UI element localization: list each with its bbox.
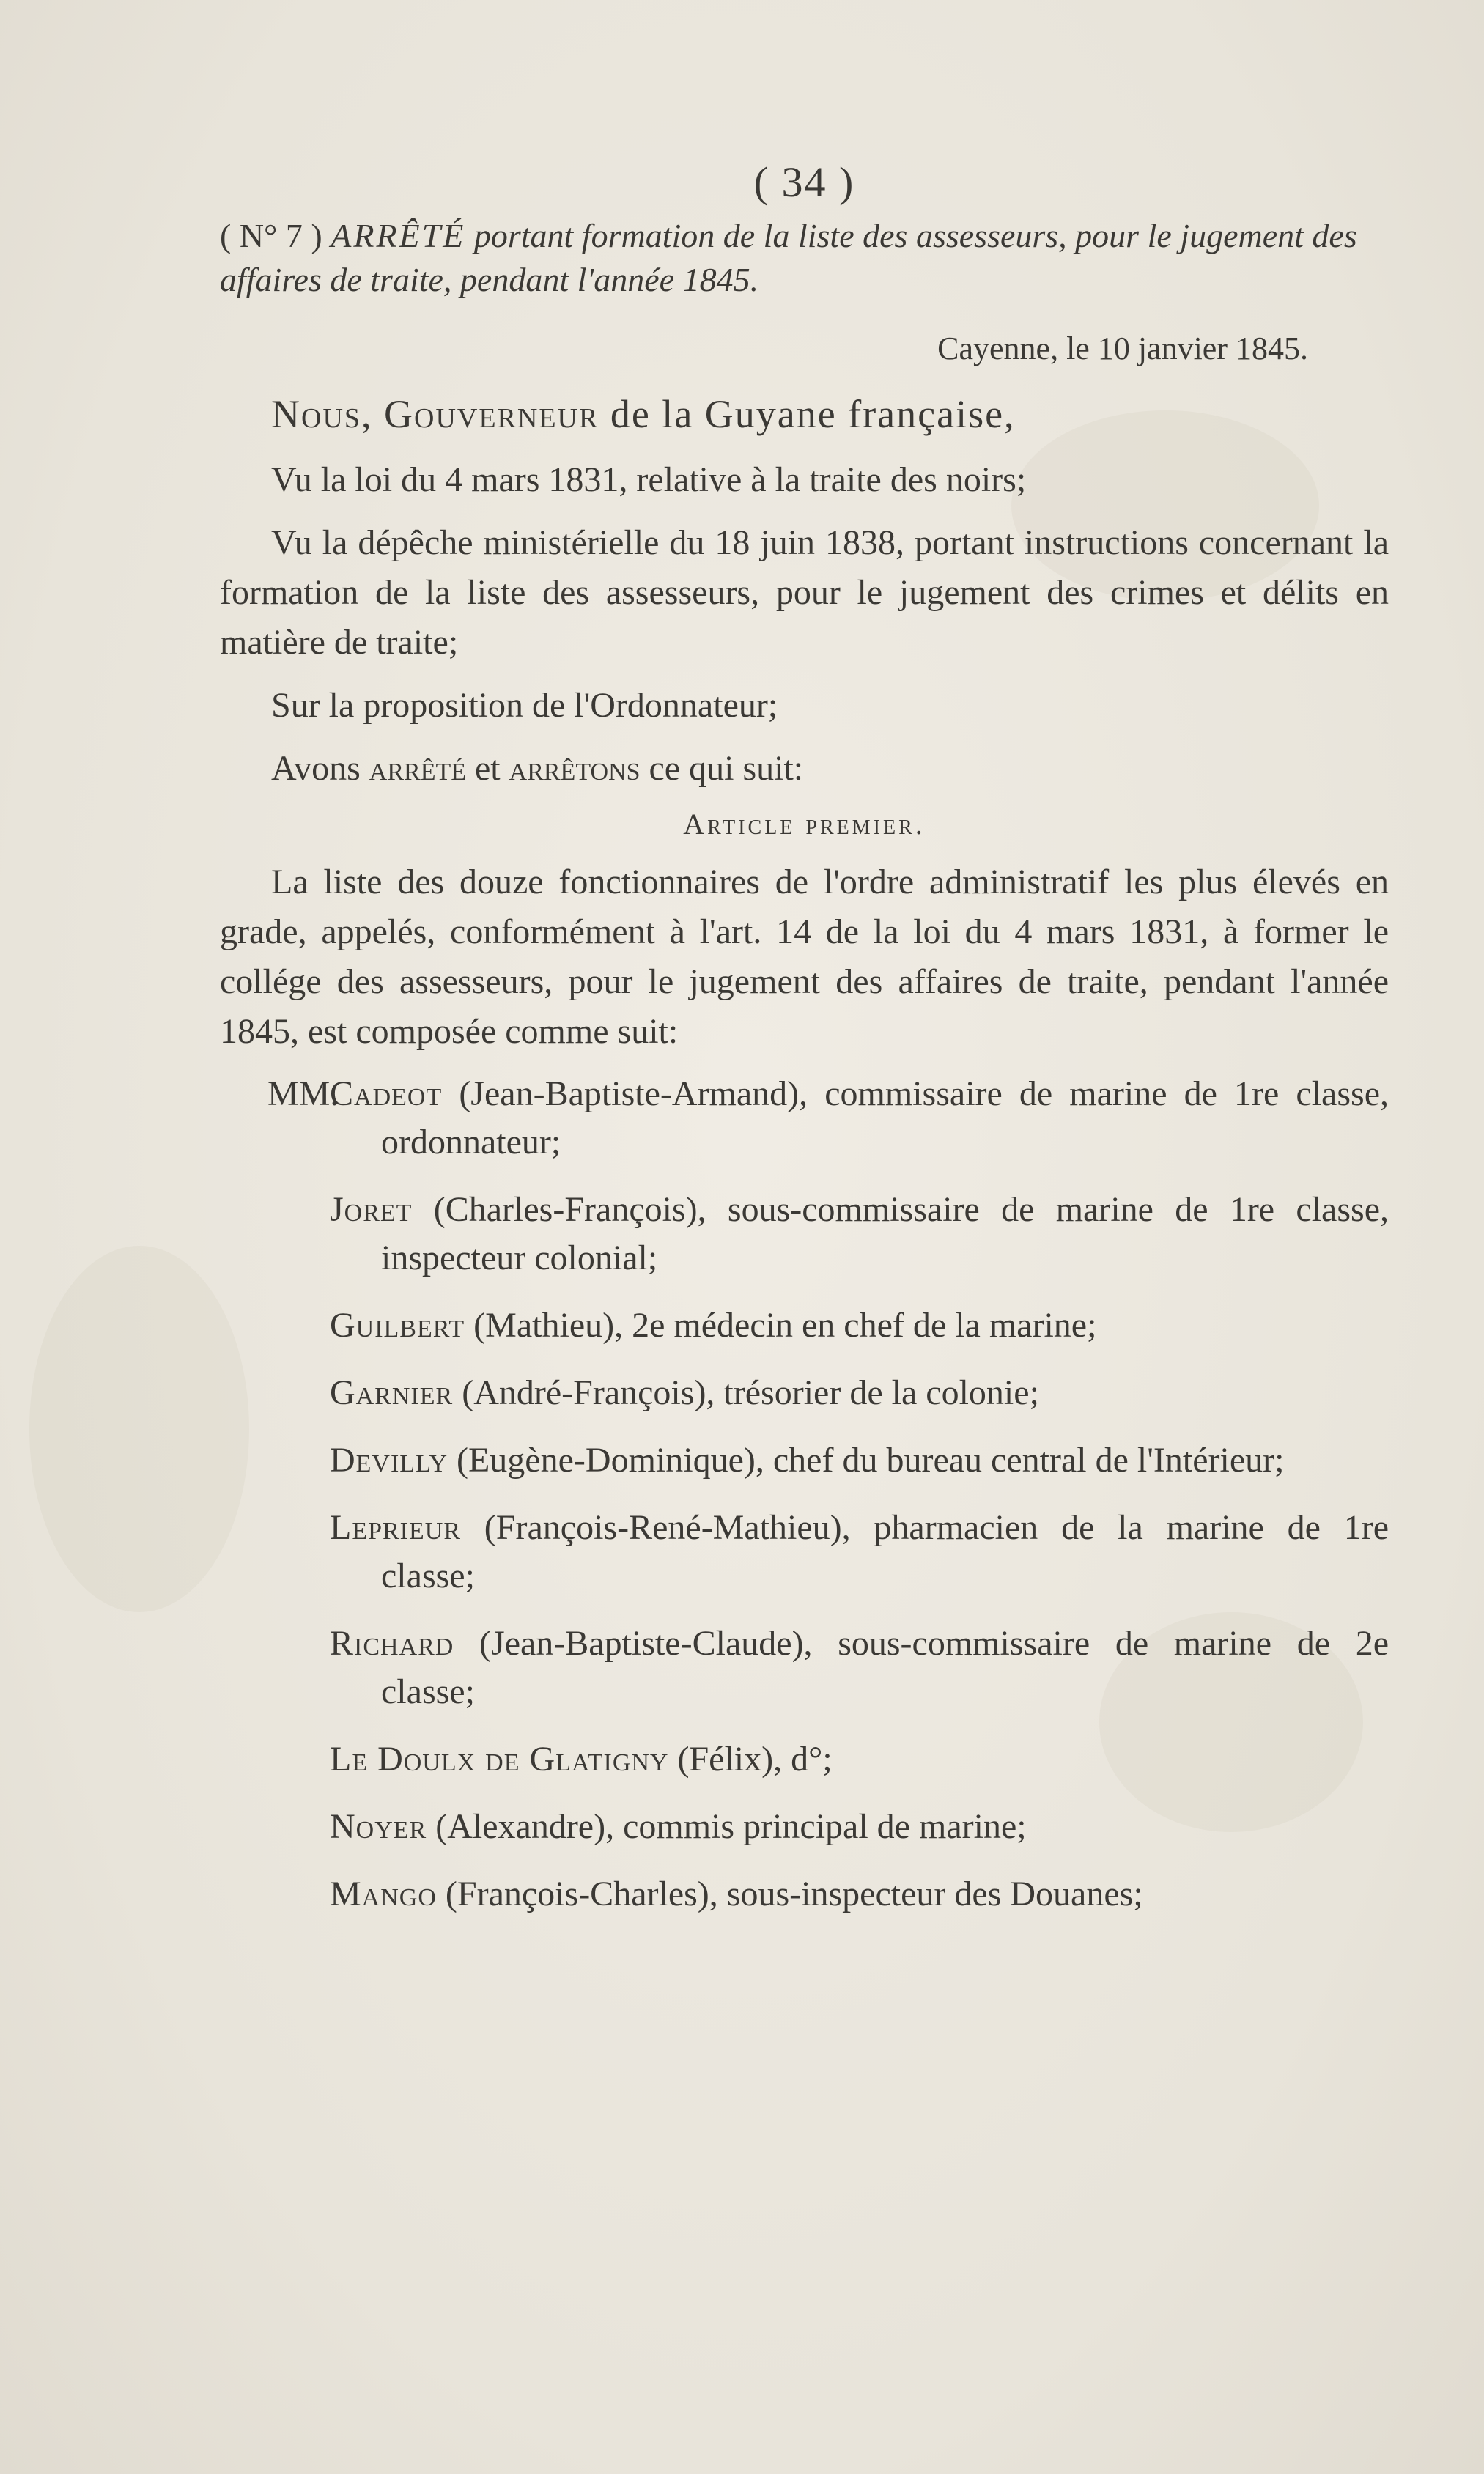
member-name: Mango	[330, 1875, 437, 1913]
member-details: (Mathieu), 2e médecin en chef de la marine;	[473, 1306, 1097, 1345]
member-details: (Alexandre), commis principal de marine;	[435, 1807, 1027, 1846]
nous-line: Nous, Gouverneur de la Guyane française,	[271, 392, 1016, 436]
paragraph-loi: Vu la loi du 4 mars 1831, relative à la traite des noirs;	[271, 460, 1027, 499]
member-entry	[220, 1735, 1389, 1784]
member-name: Le Doulx de Glatigny	[330, 1740, 669, 1779]
member-details: (André-François), trésorier de la colonie;	[462, 1373, 1039, 1412]
member-entry	[220, 1186, 1389, 1282]
paragraph-proposition: Sur la proposition de l'Ordonnateur;	[271, 686, 778, 725]
avons-rest: ce qui suit:	[649, 749, 804, 788]
member-name: Cadeot	[330, 1074, 443, 1113]
nous-rest: de la Guyane française,	[610, 392, 1016, 436]
dateline: Cayenne, le 10 janvier 1845.	[937, 331, 1308, 366]
nous-prefix: Nous	[271, 392, 362, 436]
decree-number: ( N° 7 )	[220, 217, 322, 254]
member-details: (Jean-Baptiste-Armand), commissaire de marine de 1re classe, ordonnateur;	[381, 1074, 1389, 1162]
member-entry	[220, 1870, 1389, 1919]
decree-header	[220, 214, 1389, 302]
member-name: Noyer	[330, 1807, 427, 1846]
member-list	[220, 1070, 1389, 1919]
member-entry	[220, 1803, 1389, 1851]
et-word: et	[475, 749, 501, 788]
member-details: (Charles-François), sous-commissaire de marine de 1re classe, inspecteur colonial;	[381, 1190, 1389, 1277]
article-title: Article premier.	[683, 808, 926, 841]
article-text: La liste des douze fonctionnaires de l'ordre administratif les plus élevés en grade, appelés, conformément à l'art. 14 de la loi du 4 mars 1831, à former le collége des assesseurs, pour le jugement des affaires de traite, pendant l'année 1845, est composée comme suit:	[220, 863, 1389, 1051]
page-number: ( 34 )	[753, 158, 855, 206]
member-name: Garnier	[330, 1373, 454, 1412]
member-entry	[220, 1070, 1389, 1167]
member-name: Devilly	[330, 1441, 448, 1480]
decree-arrete: ARRÊTÉ	[331, 217, 466, 254]
nous-title: Gouverneur	[384, 392, 599, 436]
member-name: Guilbert	[330, 1306, 465, 1345]
member-details: (François-Charles), sous-inspecteur des Douanes;	[445, 1875, 1143, 1913]
member-entry	[220, 1436, 1389, 1485]
avons-line	[220, 744, 1389, 794]
member-name: Richard	[330, 1624, 454, 1663]
paper-stain	[29, 1246, 249, 1612]
mm-label: MM.	[267, 1074, 339, 1113]
avons-word: Avons	[271, 749, 361, 788]
member-name: Joret	[330, 1190, 413, 1229]
arretons-word: arrêtons	[509, 749, 641, 788]
member-entry	[220, 1504, 1389, 1600]
member-details: (Félix), d°;	[677, 1740, 833, 1779]
paragraph-depeche: Vu la dépêche ministérielle du 18 juin 1838, portant instructions concernant la formation de la liste des assesseurs, pour le jugement des crimes et délits en matière de traite;	[220, 523, 1389, 662]
document-body	[220, 158, 1389, 1938]
member-details: (Eugène-Dominique), chef du bureau central de l'Intérieur;	[457, 1441, 1285, 1480]
member-entry	[220, 1301, 1389, 1350]
member-name: Leprieur	[330, 1508, 461, 1547]
member-details: (François-René-Mathieu), pharmacien de la marine de 1re classe;	[381, 1508, 1389, 1595]
arrete-word: arrêté	[369, 749, 466, 788]
decree-description: portant formation de la liste des assesseurs, pour le jugement des affaires de traite, pendant l'année 1845.	[220, 217, 1357, 298]
member-details: (Jean-Baptiste-Claude), sous-commissaire de marine de 2e classe;	[381, 1624, 1389, 1711]
member-entry	[220, 1369, 1389, 1417]
member-entry	[220, 1620, 1389, 1716]
